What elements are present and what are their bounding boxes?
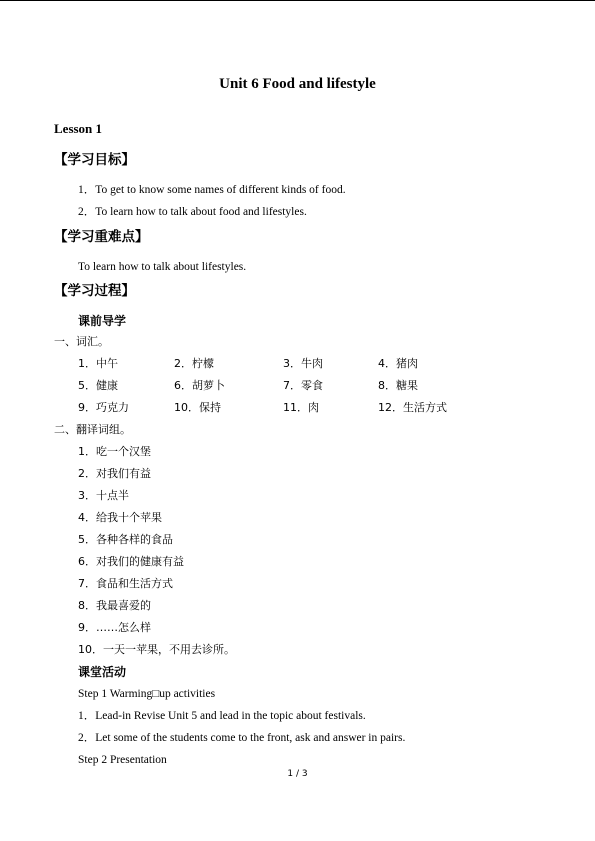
key-points-text: To learn how to talk about lifestyles. — [78, 261, 247, 273]
step1-item: 1．Lead-in Revise Unit 5 and lead in the topic about festivals. — [78, 710, 366, 722]
process-heading: 【学习过程】 — [54, 283, 135, 299]
step1-heading: Step 1 Warming□up activities — [78, 688, 216, 700]
key-points-heading: 【学习重难点】 — [54, 229, 149, 245]
preview-heading: 课前导学 — [78, 314, 127, 328]
step1-item: 2．Let some of the students come to the front, ask and answer in pairs. — [78, 732, 406, 744]
vocab-item: 6．胡萝卜 — [174, 379, 225, 392]
vocab-item: 3．牛肉 — [283, 357, 323, 370]
objective-item: 1．To get to know some names of different kinds of food. — [78, 184, 346, 196]
phrase-item: 8．我最喜爱的 — [78, 599, 151, 612]
vocab-item: 5．健康 — [78, 379, 118, 392]
phrase-item: 3．十点半 — [78, 489, 129, 502]
phrase-item: 2．对我们有益 — [78, 467, 151, 480]
vocab-heading: 一、词汇。 — [54, 335, 109, 348]
phrases-heading: 二、翻译词组。 — [54, 423, 131, 436]
phrase-item: 6．对我们的健康有益 — [78, 555, 184, 568]
objectives-heading: 【学习目标】 — [54, 152, 135, 168]
vocab-item: 11．肉 — [283, 401, 319, 414]
phrase-item: 4．给我十个苹果 — [78, 511, 162, 524]
vocab-item: 7．零食 — [283, 379, 323, 392]
vocab-item: 12．生活方式 — [378, 401, 447, 414]
vocab-item: 9．巧克力 — [78, 401, 129, 414]
top-rule — [0, 0, 595, 1]
phrase-item: 9．……怎么样 — [78, 621, 151, 634]
phrase-item: 1．吃一个汉堡 — [78, 445, 151, 458]
phrase-item: 5．各种各样的食品 — [78, 533, 173, 546]
vocab-item: 8．糖果 — [378, 379, 418, 392]
page-number: 1 / 3 — [287, 769, 308, 779]
vocab-item: 10．保持 — [174, 401, 221, 414]
phrase-item: 7．食品和生活方式 — [78, 577, 173, 590]
class-activity-heading: 课堂活动 — [78, 665, 127, 679]
phrase-item: 10．一天一苹果，不用去诊所。 — [78, 643, 235, 656]
document-title: Unit 6 Food and lifestyle — [219, 76, 376, 92]
vocab-item: 4．猪肉 — [378, 357, 418, 370]
step2-heading: Step 2 Presentation — [78, 754, 167, 766]
lesson-heading: Lesson 1 — [54, 121, 103, 136]
vocab-item: 2．柠檬 — [174, 357, 214, 370]
objective-item: 2．To learn how to talk about food and lifestyles. — [78, 206, 307, 218]
vocab-item: 1．中午 — [78, 357, 118, 370]
